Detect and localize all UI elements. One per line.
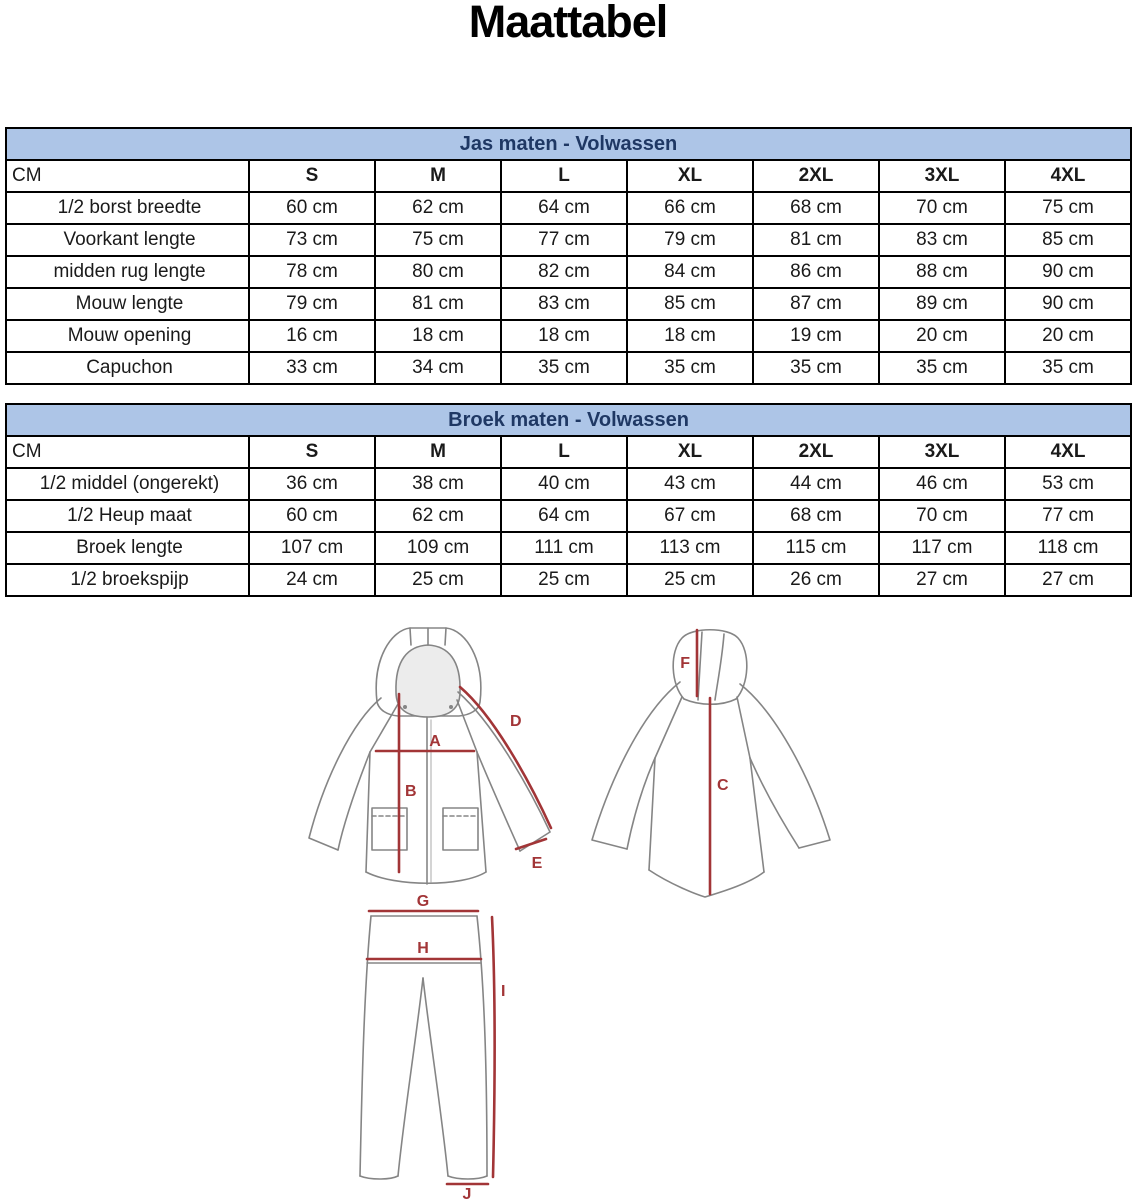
label-sleeve-opening: E [531, 855, 543, 872]
measurement-row [6, 564, 1131, 596]
measurement-value: 90 cm [1005, 256, 1131, 288]
measurement-value: 53 cm [1005, 468, 1131, 500]
label-hip-width: H [417, 940, 429, 957]
measurement-value: 35 cm [753, 352, 879, 384]
measurement-value: 19 cm [753, 320, 879, 352]
size-column-header: 4XL [1005, 436, 1131, 468]
measurement-value: 26 cm [753, 564, 879, 596]
measurement-value: 83 cm [501, 288, 627, 320]
measurement-value: 33 cm [249, 352, 375, 384]
measurement-value: 24 cm [249, 564, 375, 596]
size-column-header: XL [627, 160, 753, 192]
measurement-value: 88 cm [879, 256, 1005, 288]
measurement-value: 35 cm [501, 352, 627, 384]
measurement-value: 20 cm [879, 320, 1005, 352]
pants-diagram [360, 893, 505, 1200]
measurement-value: 90 cm [1005, 288, 1131, 320]
size-column-header: 3XL [879, 160, 1005, 192]
measurement-row [6, 192, 1131, 224]
measurement-row [6, 500, 1131, 532]
measurement-value: 38 cm [375, 468, 501, 500]
measurement-value: 82 cm [501, 256, 627, 288]
measurement-value: 18 cm [501, 320, 627, 352]
measurement-value: 79 cm [249, 288, 375, 320]
size-column-header: S [249, 160, 375, 192]
measurement-value: 25 cm [627, 564, 753, 596]
size-column-header: 4XL [1005, 160, 1131, 192]
measurement-label: 1/2 Heup maat [6, 500, 249, 532]
table-title: Jas maten - Volwassen [6, 128, 1131, 160]
label-chest-width: A [429, 733, 441, 750]
measurement-value: 78 cm [249, 256, 375, 288]
measurement-value: 70 cm [879, 500, 1005, 532]
measurement-value: 64 cm [501, 500, 627, 532]
measurement-value: 68 cm [753, 500, 879, 532]
measurement-value: 107 cm [249, 532, 375, 564]
page-title: Maattabel [468, 0, 668, 47]
size-column-header: 3XL [879, 436, 1005, 468]
measurement-value: 77 cm [501, 224, 627, 256]
measurement-value: 16 cm [249, 320, 375, 352]
measurement-value: 111 cm [501, 532, 627, 564]
measurement-value: 25 cm [375, 564, 501, 596]
measurement-value: 109 cm [375, 532, 501, 564]
jacket-size-table-section [5, 127, 1131, 385]
table-title: Broek maten - Volwassen [6, 404, 1131, 436]
measurement-label: Voorkant lengte [6, 224, 249, 256]
measurement-row [6, 288, 1131, 320]
measurement-value: 77 cm [1005, 500, 1131, 532]
size-column-header: S [249, 436, 375, 468]
label-pants-length: I [501, 983, 506, 1000]
corner-cm-label: CM [6, 436, 249, 468]
measurement-value: 62 cm [375, 500, 501, 532]
measurement-value: 27 cm [1005, 564, 1131, 596]
measurement-value: 44 cm [753, 468, 879, 500]
measurement-value: 40 cm [501, 468, 627, 500]
label-waist-width: G [416, 893, 430, 910]
measurement-value: 70 cm [879, 192, 1005, 224]
measurement-value: 80 cm [375, 256, 501, 288]
measurement-value: 84 cm [627, 256, 753, 288]
corner-cm-label: CM [6, 160, 249, 192]
measurement-value: 18 cm [375, 320, 501, 352]
measurement-value: 68 cm [753, 192, 879, 224]
measurement-value: 64 cm [501, 192, 627, 224]
size-table [5, 403, 1132, 597]
measure-line-I [492, 917, 495, 1177]
measurement-row [6, 468, 1131, 500]
measurement-value: 117 cm [879, 532, 1005, 564]
label-front-length: B [405, 783, 417, 800]
measurement-value: 73 cm [249, 224, 375, 256]
measurement-value: 18 cm [627, 320, 753, 352]
size-column-header: L [501, 160, 627, 192]
measurement-value: 62 cm [375, 192, 501, 224]
label-back-length: C [717, 777, 729, 794]
measurement-row [6, 256, 1131, 288]
measurement-value: 118 cm [1005, 532, 1131, 564]
pants-measure-lines [367, 911, 495, 1184]
measurement-value: 113 cm [627, 532, 753, 564]
size-column-header: M [375, 436, 501, 468]
jacket-front-diagram [309, 628, 551, 884]
measurement-value: 81 cm [375, 288, 501, 320]
measurement-value: 87 cm [753, 288, 879, 320]
measurement-value: 67 cm [627, 500, 753, 532]
measurement-value: 79 cm [627, 224, 753, 256]
size-column-header: XL [627, 436, 753, 468]
measurement-label: Mouw lengte [6, 288, 249, 320]
label-hood-height: F [680, 655, 690, 672]
measurement-label: midden rug lengte [6, 256, 249, 288]
measurement-value: 35 cm [1005, 352, 1131, 384]
measurement-row [6, 532, 1131, 564]
measurement-value: 75 cm [375, 224, 501, 256]
measurement-value: 20 cm [1005, 320, 1131, 352]
garment-measurement-diagrams [0, 600, 1136, 1200]
measurement-value: 25 cm [501, 564, 627, 596]
measurement-value: 85 cm [627, 288, 753, 320]
measurement-row [6, 224, 1131, 256]
measurement-value: 75 cm [1005, 192, 1131, 224]
measurement-value: 27 cm [879, 564, 1005, 596]
measurement-row [6, 352, 1131, 384]
measurement-value: 36 cm [249, 468, 375, 500]
measurement-value: 35 cm [627, 352, 753, 384]
measurement-value: 35 cm [879, 352, 1005, 384]
measurement-value: 81 cm [753, 224, 879, 256]
measurement-value: 34 cm [375, 352, 501, 384]
pants-size-table-section [5, 403, 1131, 597]
measurement-value: 115 cm [753, 532, 879, 564]
label-leg-opening: J [462, 1186, 472, 1200]
size-table [5, 127, 1132, 385]
measurement-value: 86 cm [753, 256, 879, 288]
measurement-row [6, 320, 1131, 352]
measurement-label: 1/2 middel (ongerekt) [6, 468, 249, 500]
measurement-value: 46 cm [879, 468, 1005, 500]
size-column-header: L [501, 436, 627, 468]
measurement-value: 60 cm [249, 192, 375, 224]
measurement-label: 1/2 borst breedte [6, 192, 249, 224]
size-column-header: M [375, 160, 501, 192]
size-column-header: 2XL [753, 160, 879, 192]
measurement-value: 60 cm [249, 500, 375, 532]
jacket-back-measure-lines [697, 630, 710, 894]
measurement-value: 83 cm [879, 224, 1005, 256]
size-column-header: 2XL [753, 436, 879, 468]
measurement-value: 85 cm [1005, 224, 1131, 256]
measurement-label: 1/2 broekspijp [6, 564, 249, 596]
jacket-back-diagram [592, 630, 830, 897]
measurement-label: Mouw opening [6, 320, 249, 352]
measurement-value: 89 cm [879, 288, 1005, 320]
measurement-label: Capuchon [6, 352, 249, 384]
label-sleeve-length: D [510, 713, 522, 730]
measurement-value: 66 cm [627, 192, 753, 224]
measure-line-E [516, 839, 546, 849]
measurement-label: Broek lengte [6, 532, 249, 564]
measurement-value: 43 cm [627, 468, 753, 500]
